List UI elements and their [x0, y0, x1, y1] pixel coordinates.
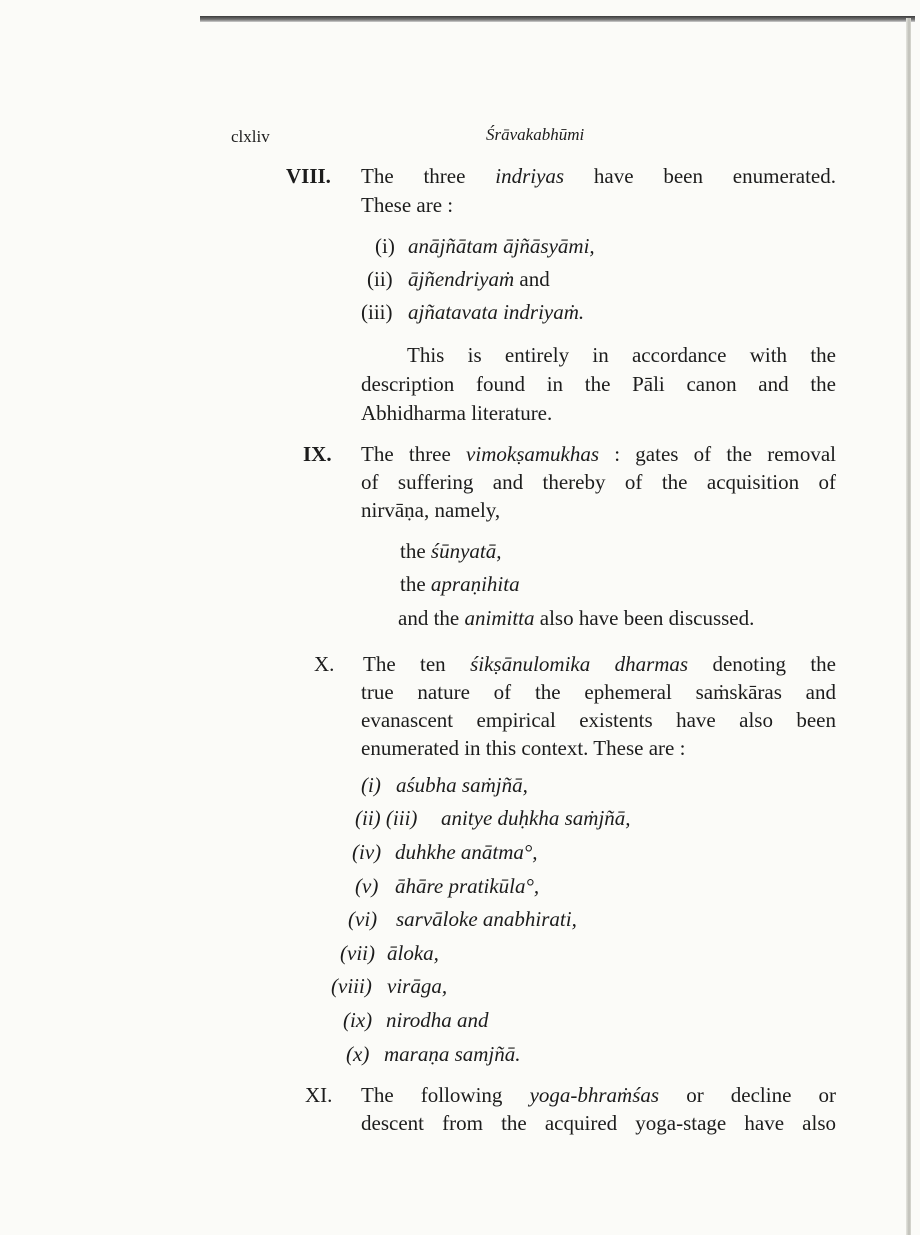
page-number: clxliv [231, 127, 270, 146]
section-viii-line-1 [361, 163, 836, 189]
item-text [395, 839, 538, 865]
para-line: This is entirely in accordance with the [407, 343, 836, 367]
list-item [398, 605, 754, 631]
section-xi-line-2: descent from the acquired yoga-stage have also [361, 1111, 836, 1135]
item-label [355, 873, 378, 899]
label: (i) [361, 773, 381, 797]
item-label [331, 973, 372, 999]
label: (x) [346, 1042, 370, 1066]
item-label: (i) [375, 234, 395, 258]
item-label: (iii) [361, 300, 393, 324]
text: and [514, 267, 550, 291]
text: also have been discussed. [539, 606, 755, 630]
text: denoting the [712, 652, 837, 676]
term: duhkhe anātma°, [395, 840, 538, 864]
running-title: Śrāvakabhūmi [486, 125, 585, 144]
section-x-line-1 [363, 651, 836, 677]
term: indriyas [495, 164, 565, 188]
item-text [384, 1041, 521, 1067]
item-text [441, 805, 631, 831]
label: (ix) [343, 1008, 373, 1032]
term: animitta [464, 606, 535, 630]
label: (ii) (iii) [355, 806, 418, 830]
text: The three [361, 442, 451, 466]
list-item [400, 571, 520, 597]
item-label: (ii) [367, 267, 393, 291]
term: anājñātam ājñāsyāmi, [408, 234, 595, 258]
label: (vi) [348, 907, 378, 931]
term: apraṇihita [430, 572, 520, 596]
term: vimokṣamukhas [466, 442, 600, 466]
item-text [387, 940, 439, 966]
page-edge [906, 18, 911, 1235]
text: have been enumerated. [593, 164, 837, 188]
item-text [396, 772, 528, 798]
item-text [408, 266, 550, 292]
list-item [400, 538, 501, 564]
text: The following [361, 1083, 503, 1107]
term: maraṇa samjñā. [384, 1042, 521, 1066]
term: aśubha saṁjñā, [396, 773, 528, 797]
term: śūnyatā, [430, 539, 502, 563]
term: śikṣānulomika dharmas [470, 652, 689, 676]
term: nirodha and [386, 1008, 489, 1032]
section-xi-line-1 [361, 1082, 836, 1108]
term: sarvāloke anabhirati, [396, 907, 577, 931]
item-label [346, 1041, 369, 1067]
section-x-line: true nature of the ephemeral saṁskāras and [361, 680, 836, 704]
para-line: description found in the Pāli canon and the [361, 372, 836, 396]
item-label [352, 839, 381, 865]
term: āhāre pratikūla°, [395, 874, 540, 898]
item-label [343, 1007, 372, 1033]
item-text [408, 233, 595, 259]
text: The ten [363, 652, 446, 676]
text: and the [398, 606, 460, 630]
text: the [400, 572, 426, 596]
item-label [348, 906, 377, 932]
term: ājñendriyaṁ [408, 267, 515, 291]
section-x-line: enumerated in this context. These are : [361, 736, 686, 760]
term: virāga, [387, 974, 448, 998]
section-ix-line-1 [361, 441, 836, 467]
item-label [361, 772, 381, 798]
item-text [395, 873, 539, 899]
term: anitye duḥkha saṁjñā, [441, 806, 631, 830]
para-line: Abhidharma literature. [361, 401, 553, 425]
term: ajñatavata indriyaṁ. [408, 300, 585, 324]
item-text [387, 973, 447, 999]
text: the [400, 539, 426, 563]
text: : gates of the removal [614, 442, 837, 466]
label: (viii) [331, 974, 372, 998]
section-number-viii: VIII. [286, 164, 331, 188]
term: āloka, [387, 941, 439, 965]
section-x-line: evanascent empirical existents have also been [361, 708, 836, 732]
section-viii-line-2: These are : [361, 193, 454, 217]
section-ix-line-2: of suffering and thereby of the acquisition of [361, 470, 836, 494]
label: (iv) [352, 840, 382, 864]
item-text [396, 906, 577, 932]
text: The three [361, 164, 466, 188]
item-label [355, 805, 417, 831]
section-number-xi: XI. [305, 1083, 333, 1107]
label: (v) [355, 874, 379, 898]
section-ix-line-3: nirvāṇa, namely, [361, 498, 501, 522]
item-text [408, 299, 584, 325]
section-number-ix: IX. [303, 442, 332, 466]
text: or decline or [686, 1083, 837, 1107]
term: yoga-bhraṁśas [529, 1083, 660, 1107]
section-number-x: X. [314, 652, 335, 676]
top-rule [200, 16, 915, 22]
item-text [386, 1007, 488, 1033]
label: (vii) [340, 941, 375, 965]
item-label [340, 940, 375, 966]
